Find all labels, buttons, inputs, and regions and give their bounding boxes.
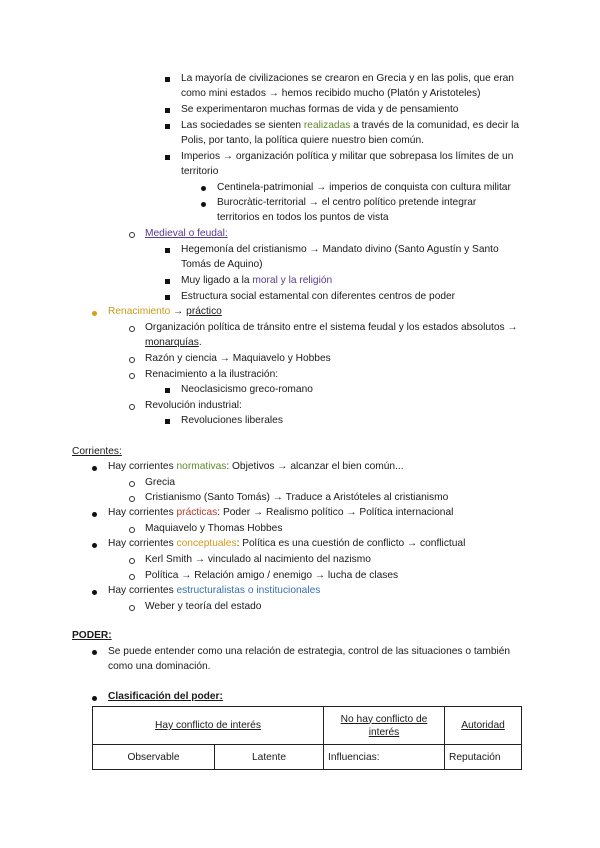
bullet-dot (201, 202, 206, 207)
bullet-square (165, 248, 170, 253)
bullet-square (165, 419, 170, 424)
heading-corrientes: Corrientes: (72, 446, 122, 457)
text-line: La mayoría de civilizaciones se crearon en Grecia y en las polis, que eran (181, 73, 514, 84)
text-line: Burocràtic-territorial → el centro político pretende integrar (217, 197, 477, 208)
cell-text: Hay conflicto de interés (155, 720, 261, 731)
table-cell: Influencias: (324, 745, 445, 770)
text-line: como mini estados → hemos recibido mucho (Platón y Aristoteles) (181, 88, 481, 99)
text-segment: . (198, 337, 202, 348)
bullet-dot (92, 512, 97, 517)
table-row (93, 745, 522, 770)
cell-text: interés (368, 726, 400, 738)
table-header-cell (93, 707, 324, 745)
text-line: Renacimiento a la ilustración: (145, 369, 279, 380)
text-line: Se puede entender como una relación de estrategia, control de las situaciones o también (108, 646, 511, 657)
text-line: Estructura social estamental con diferentes centros de poder (181, 291, 456, 302)
text-line: Maquiavelo y Thomas Hobbes (145, 523, 283, 534)
text-line: Organización política de tránsito entre el sistema feudal y los estados absolutos → (145, 322, 518, 333)
table-row (93, 707, 522, 745)
table-cell: Reputación (445, 745, 522, 770)
highlight-moral: moral y la religión (252, 275, 333, 286)
text-line: Polis, por tanto, la política quiere nuestro bien común. (181, 135, 424, 146)
bullet-square (165, 295, 170, 300)
text-line (145, 336, 202, 350)
text-line: Política → Relación amigo / enemigo → lucha de clases (145, 570, 399, 581)
text-line (108, 537, 465, 551)
heading-medieval: Medieval o feudal: (145, 228, 228, 239)
bullet-dot (201, 186, 206, 191)
text-segment: Hay corrientes (108, 538, 177, 549)
text-line (108, 460, 404, 474)
highlight-normativas: normativas (176, 461, 227, 472)
table-cell: Latente (215, 745, 324, 770)
heading-clasificacion: Clasificación del poder: (108, 691, 223, 702)
highlight-realizadas: realizadas (303, 120, 351, 131)
text-line: Hegemonía del cristianismo → Mandato divino (Santo Agustín y Santo (181, 244, 499, 255)
highlight-estructuralistas: estructuralistas o institucionales (176, 585, 321, 596)
table-cell: Observable (93, 745, 215, 770)
text-segment: a través de la comunidad, es decir la (350, 120, 520, 131)
text-segment: : Política es una cuestión de conflicto → conflictual (236, 538, 466, 549)
bullet-dot (92, 696, 97, 701)
text-line: Revoluciones liberales (181, 415, 283, 426)
text-segment: : Objetivos → alcanzar el bien común... (226, 461, 404, 472)
text-segment: práctico (186, 306, 222, 317)
bullet-circle (129, 373, 135, 379)
bullet-dot (92, 466, 97, 471)
bullet-square (165, 388, 170, 393)
cell-text: Autoridad (461, 720, 505, 731)
cell-text: No hay conflicto de (340, 713, 428, 725)
text-line (108, 305, 222, 319)
text-segment: monarquías (145, 337, 199, 348)
bullet-circle (129, 326, 135, 332)
bullet-square (165, 108, 170, 113)
bullet-circle (129, 357, 135, 363)
bullet-square (165, 279, 170, 284)
bullet-circle (129, 496, 135, 502)
highlight-conceptuales: conceptuales (176, 538, 237, 549)
highlight-renacimiento: Renacimiento (108, 306, 171, 317)
text-line: Imperios → organización política y militar que sobrepasa los límites de un (181, 151, 514, 162)
text-line: Kerl Smith → vinculado al nacimiento del nazismo (145, 554, 371, 565)
bullet-dot (92, 590, 97, 595)
text-line: Revolución industrial: (145, 400, 242, 411)
text-segment: Las sociedades se sienten (181, 120, 304, 131)
text-segment: Hay corrientes (108, 585, 177, 596)
highlight-practicas: prácticas (176, 507, 218, 518)
text-segment: Muy ligado a la (181, 275, 253, 286)
text-line: como una dominación. (108, 661, 211, 672)
text-line: Se experimentaron muchas formas de vida y de pensamiento (181, 104, 459, 115)
text-line: Grecia (145, 477, 176, 488)
text-line (181, 274, 332, 288)
bullet-circle (129, 574, 135, 580)
text-line: Weber y teoría del estado (145, 601, 262, 612)
bullet-circle (129, 232, 135, 238)
text-line: Neoclasicismo greco-romano (181, 384, 313, 395)
text-line: Razón y ciencia → Maquiavelo y Hobbes (145, 353, 331, 364)
bullet-circle (129, 481, 135, 487)
bullet-circle (129, 605, 135, 611)
text-line: territorios en todos los puntos de vista (217, 212, 389, 223)
table-header-cell (324, 707, 445, 745)
bullet-dot-gold (92, 311, 97, 316)
bullet-dot (92, 650, 97, 655)
text-line: Centinela-patrimonial → imperios de conquista con cultura militar (217, 182, 511, 193)
text-segment: Hay corrientes (108, 507, 177, 518)
text-segment: : Poder → Realismo político → Política internacional (217, 507, 454, 518)
power-table (92, 706, 522, 770)
text-line (108, 584, 320, 598)
text-line: Tomás de Aquino) (181, 259, 263, 270)
text-line (181, 119, 519, 133)
text-segment: Hay corrientes (108, 461, 177, 472)
text-line: territorio (181, 166, 219, 177)
bullet-square (165, 124, 170, 129)
heading-poder: PODER: (72, 630, 112, 641)
bullet-square (165, 77, 170, 82)
text-line (108, 506, 453, 520)
table-header-cell (445, 707, 522, 745)
bullet-circle (129, 404, 135, 410)
bullet-circle (129, 558, 135, 564)
bullet-square (165, 155, 170, 160)
bullet-dot (92, 543, 97, 548)
text-line: Cristianismo (Santo Tomás) → Traduce a Aristóteles al cristianismo (145, 492, 449, 503)
bullet-circle (129, 527, 135, 533)
text-segment: → (170, 306, 187, 317)
